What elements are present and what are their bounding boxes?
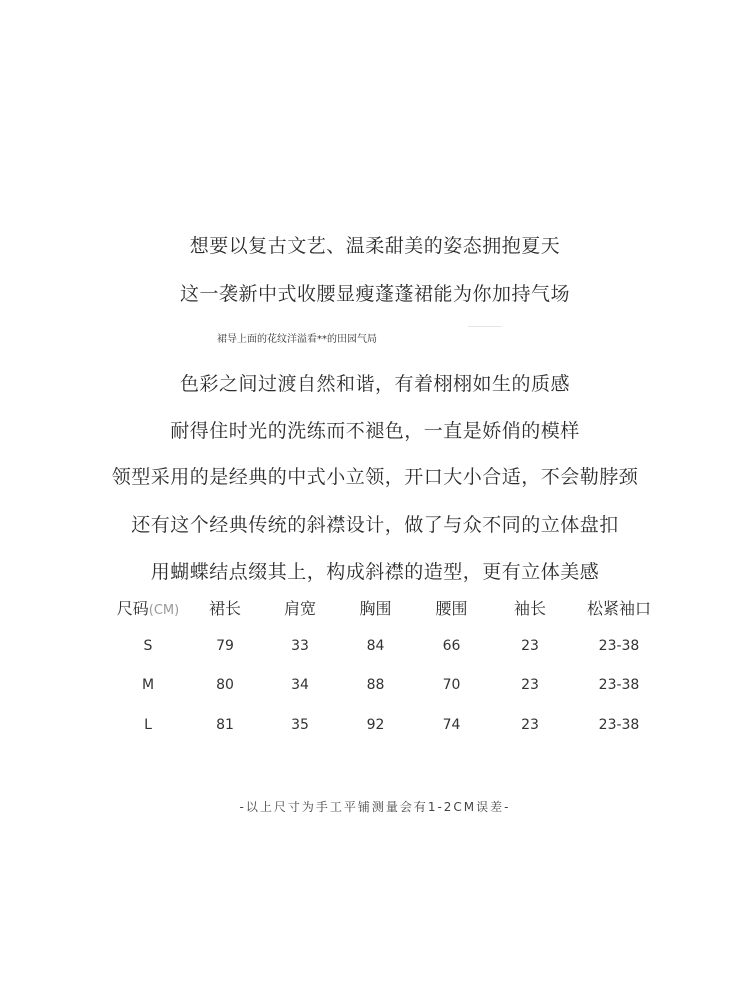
table-cell: 35: [291, 716, 309, 733]
table-cell: 80: [216, 677, 234, 694]
size-header-unit: (CM): [148, 602, 180, 618]
table-cell: 23-38: [598, 677, 640, 694]
size-cell: M: [141, 677, 155, 694]
table-row: [108, 666, 668, 706]
column-header: 肩宽: [283, 598, 316, 618]
column-header: 松紧袖口: [586, 598, 651, 618]
table-cell: 34: [291, 677, 309, 694]
size-cell: L: [144, 716, 152, 733]
table-cell: 70: [442, 677, 461, 694]
table-cell: 23-38: [598, 637, 640, 654]
intro-line-5: 领型采用的是经典的中式小立领，开口大小合适，不会勒脖颈: [111, 466, 639, 488]
measurement-footnote: -以上尺寸为手工平铺测量会有1-2CM误差-: [239, 800, 511, 814]
table-cell: 81: [216, 716, 234, 733]
intro-line-1: 想要以复古文艺、温柔甜美的姿态拥抱夏天: [189, 235, 561, 257]
table-cell: 23: [521, 677, 539, 694]
table-cell: 79: [216, 637, 234, 654]
column-header: 腰围: [435, 598, 468, 618]
column-header: 袖长: [513, 598, 546, 618]
table-cell: 23: [521, 637, 539, 654]
table-cell: 23-38: [598, 716, 640, 733]
table-cell: 92: [366, 716, 385, 733]
size-table: [108, 590, 668, 745]
table-cell: 74: [442, 716, 461, 733]
table-row: [108, 624, 668, 666]
intro-line-3: 色彩之间过渡自然和谐，有着栩栩如生的质感: [179, 373, 570, 395]
size-header-cell: [108, 590, 188, 624]
table-cell: 66: [442, 637, 461, 654]
table-cell: 88: [366, 677, 385, 694]
intro-line-4: 耐得住时光的洗练而不褪色，一直是娇俏的模样: [170, 420, 580, 442]
size-cell: S: [143, 637, 153, 654]
column-header: 裙长: [208, 598, 241, 618]
table-cell: 23: [521, 716, 539, 733]
intro-line-7: 用蝴蝶结点缀其上，构成斜襟的造型，更有立体美感: [150, 561, 600, 583]
table-row: [108, 705, 668, 745]
size-header-label: 尺码: [116, 598, 149, 618]
faint-divider: [468, 326, 502, 327]
table-cell: 84: [366, 637, 385, 654]
table-cell: 33: [291, 637, 309, 654]
intro-line-6: 还有这个经典传统的斜襟设计，做了与众不同的立体盘扣: [131, 514, 619, 536]
intro-line-2: 这一袭新中式收腰显瘦蓬蓬裙能为你加持气场: [179, 283, 570, 305]
column-header: 胸围: [359, 598, 392, 618]
size-table-header-row: [108, 590, 668, 624]
small-caption: 裙导上面的花纹洋溢看**的田园气局: [217, 334, 377, 345]
